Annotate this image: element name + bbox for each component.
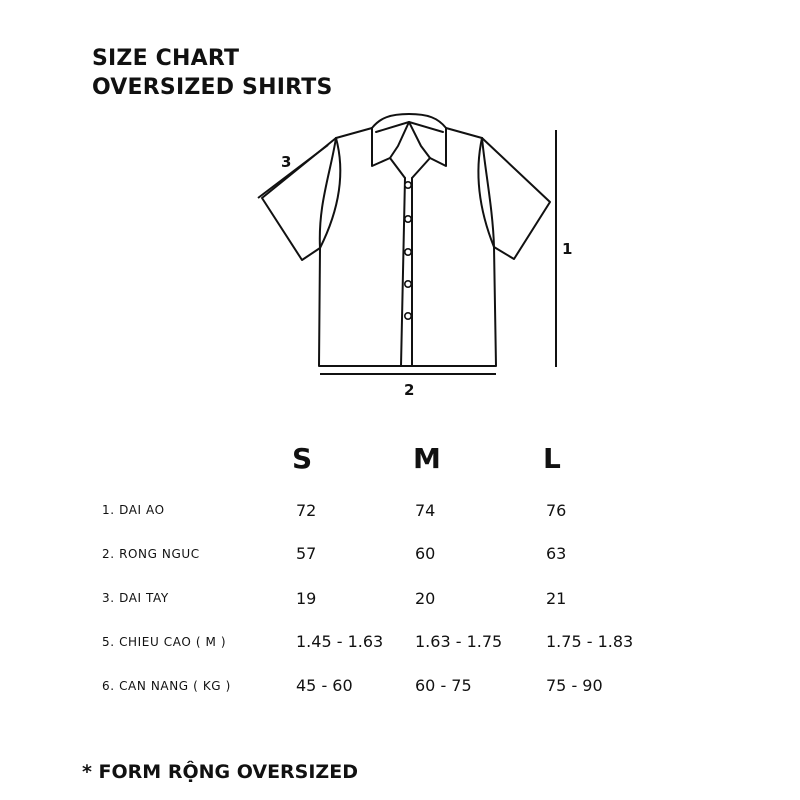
size-header-m: M [413,442,441,475]
sleeve-dimension-line [258,145,328,198]
cell-s: 57 [296,544,317,563]
chest-label: 2 [404,381,415,399]
cell-l: 76 [546,501,567,520]
row-label: 3. DAI TAY [102,591,169,605]
cell-m: 1.63 - 1.75 [415,632,503,651]
length-label: 1 [562,240,573,258]
cell-s: 45 - 60 [296,676,353,695]
cell-m: 20 [415,589,436,608]
row-label: 5. CHIEU CAO ( M ) [102,635,227,649]
cell-m: 74 [415,501,436,520]
button-dot [405,281,411,287]
button-dot [405,313,411,319]
footnote: * FORM RỘNG OVERSIZED [82,761,358,783]
cell-l: 75 - 90 [546,676,603,695]
sleeve-label: 3 [281,153,292,171]
cell-l: 21 [546,589,567,608]
shirt-buttons [405,182,411,319]
cell-m: 60 - 75 [415,676,472,695]
row-label: 6. CAN NANG ( KG ) [102,679,231,693]
cell-l: 63 [546,544,567,563]
cell-s: 1.45 - 1.63 [296,632,384,651]
button-dot [405,216,411,222]
row-label: 1. DAI AO [102,503,165,517]
title-line-2: OVERSIZED SHIRTS [92,75,333,100]
shirt-outline [262,114,550,366]
size-header-s: S [292,442,313,475]
button-dot [405,249,411,255]
cell-s: 72 [296,501,317,520]
title-line-1: SIZE CHART [92,46,240,71]
size-header-l: L [543,442,561,475]
button-dot [405,182,411,188]
row-label: 2. RONG NGUC [102,547,200,561]
cell-l: 1.75 - 1.83 [546,632,634,651]
cell-s: 19 [296,589,317,608]
cell-m: 60 [415,544,436,563]
